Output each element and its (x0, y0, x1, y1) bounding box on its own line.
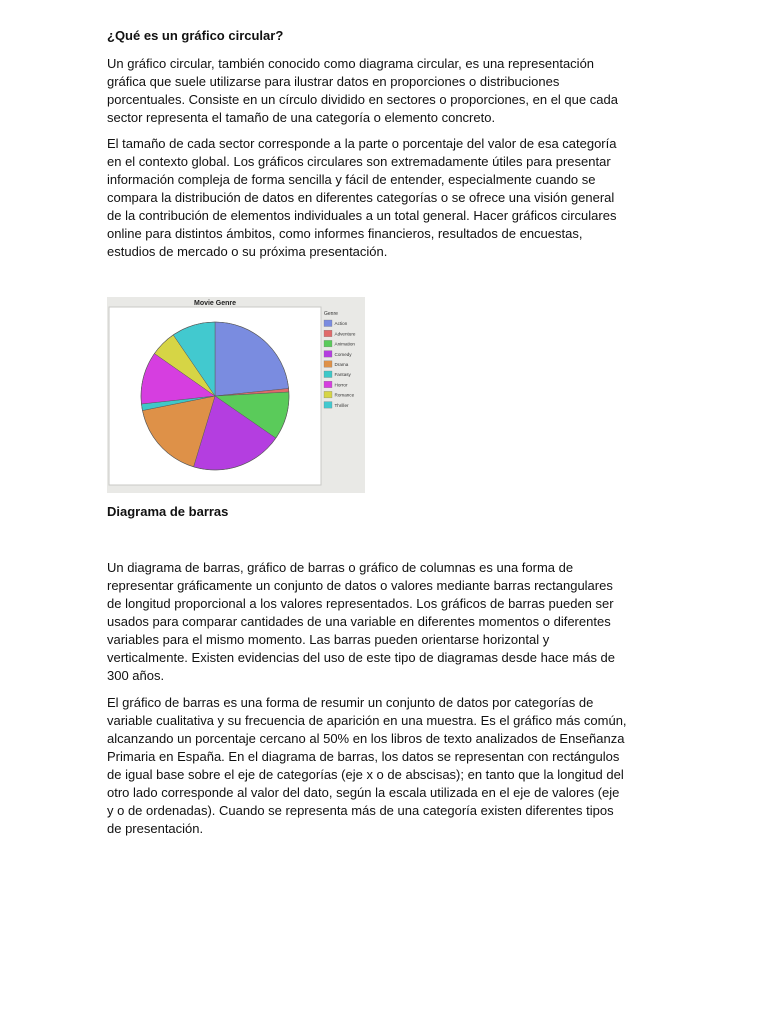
text-line: Un diagrama de barras, gráfico de barras o gráfico de columnas es una forma de (107, 560, 574, 575)
text-line: de la contribución de elementos individuales a un total general. Hacer gráficos circulares (107, 208, 617, 223)
text-line: variables para el mismo momento. Las barras pueden orientarse horizontal y (107, 632, 550, 647)
text-line: en el contexto global. Los gráficos circulares son extremadamente útiles para presentar (107, 154, 611, 169)
text-line: verticalmente. Existen evidencias del uso de este tipo de diagramas desde hace más de (107, 650, 616, 665)
text-line: 300 años. (107, 668, 165, 683)
text-line: Un gráfico circular, también conocido como diagrama circular, es una representación (107, 56, 595, 71)
text-line: porcentuales. Consiste en un círculo dividido en sectores o proporciones, en el que cada (107, 92, 618, 107)
pie-chart-paragraph-2 (107, 135, 667, 261)
bar-chart-paragraph-2 (107, 694, 667, 838)
text-line: gráfica que suele utilizarse para ilustrar datos en proporciones o distribuciones (107, 74, 560, 89)
legend-swatch-fantasy (324, 371, 332, 378)
legend-swatch-animation (324, 340, 332, 347)
text-line: representar gráficamente un conjunto de datos o valores mediante barras rectangulares (107, 578, 613, 593)
legend-swatch-action (324, 320, 332, 327)
pie-chart-heading: ¿Qué es un gráfico circular? (107, 28, 284, 43)
text-line: El gráfico de barras es una forma de resumir un conjunto de datos por categorías de (107, 695, 594, 710)
text-line: alcanzando un porcentaje cercano al 50% en los libros de texto analizados de Enseñanza (107, 731, 625, 746)
legend-label-adventure: Adventure (334, 331, 356, 337)
legend-swatch-thriller (324, 402, 332, 409)
text-line: sector representa el tamaño de una categoría o elemento concreto. (107, 110, 496, 125)
text-line: usados para comparar cantidades de una variable en diferentes momentos o diferentes (107, 614, 611, 629)
legend-swatch-comedy (324, 351, 332, 358)
legend-swatch-drama (324, 361, 332, 368)
legend-label-animation: Animation (334, 341, 355, 347)
pie-chart-figure (107, 297, 365, 493)
text-line: de longitud proporcional a los valores representados. Los gráficos de barras pueden ser (107, 596, 614, 611)
bar-chart-paragraph-1 (107, 559, 667, 685)
text-line: online para distintos ámbitos, como informes financieros, resultados de encuestas, (107, 226, 583, 241)
text-line: compara la distribución de datos en diferentes categorías o se ofrece una visión general (107, 190, 615, 205)
text-line: estudios de mercado o su próxima presentación. (107, 244, 388, 259)
text-line: información compleja de forma sencilla y fácil de entender, especialmente cuando se (107, 172, 596, 187)
legend (324, 320, 356, 408)
pie-chart-paragraph-1 (107, 55, 667, 127)
legend-swatch-adventure (324, 330, 332, 337)
chart-title: Movie Genre (193, 300, 237, 307)
text-line: de presentación. (107, 821, 204, 836)
text-line: variable cualitativa y su frecuencia de aparición en una muestra. Es el gráfico más común, (107, 713, 627, 728)
legend-label-drama: Drama (334, 362, 349, 367)
legend-label-fantasy: Fantasy (334, 372, 351, 378)
legend-label-thriller: Thriller (334, 402, 349, 408)
legend-label-comedy: Comedy (334, 351, 352, 357)
legend-swatch-horror (324, 381, 332, 388)
legend-label-romance: Romance (334, 392, 355, 398)
legend-label-action: Action (334, 321, 348, 327)
text-line: Primaria en España. En el diagrama de barras, los datos se representan con rectángulos (107, 749, 620, 764)
text-line: de igual base sobre el eje de categorías (eje x o de abscisas); en tanto que la longitud del (107, 767, 624, 782)
text-line: y o de ordenadas). Cuando se representa más de una categoría existen diferentes tipos (107, 803, 614, 818)
text-line: otro lado corresponde al valor del dato, según la escala utilizada en el eje de valores (eje (107, 785, 620, 800)
bar-chart-heading: Diagrama de barras (107, 504, 229, 519)
pie-chart (107, 297, 365, 493)
pie-slices (141, 322, 289, 470)
text-line: El tamaño de cada sector corresponde a la parte o porcentaje del valor de esa categoría (107, 136, 617, 151)
legend-swatch-romance (324, 391, 332, 398)
legend-title: Genre (324, 311, 338, 317)
legend-label-horror: Horror (334, 382, 348, 388)
